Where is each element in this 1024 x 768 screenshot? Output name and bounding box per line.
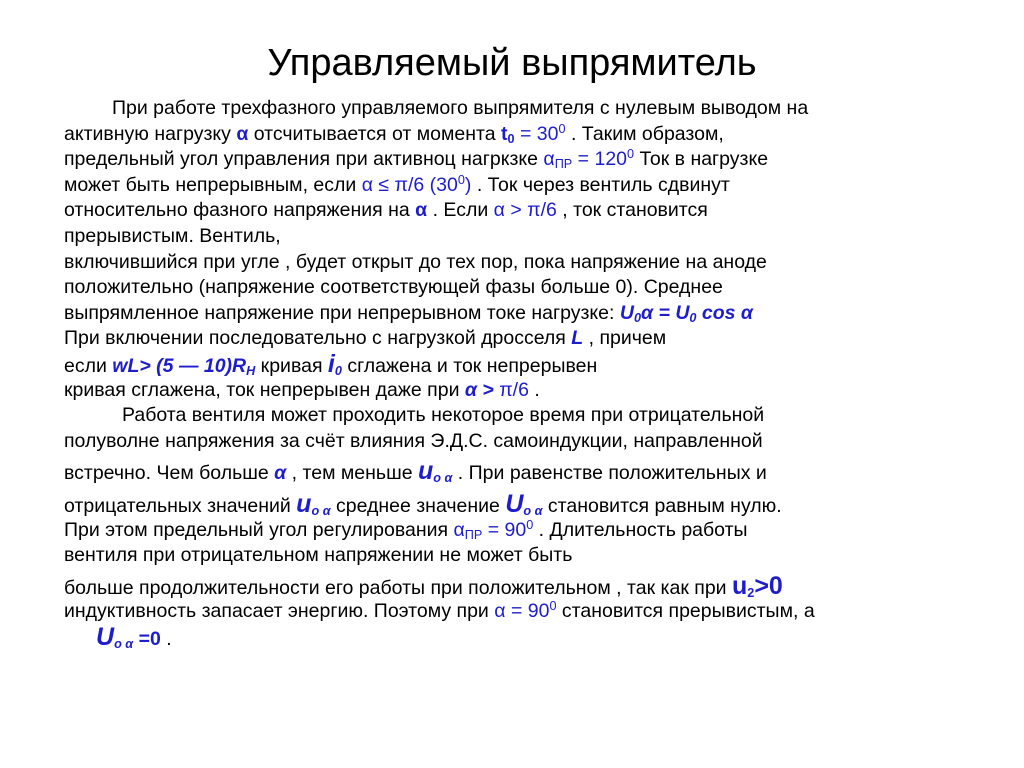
text-segment: α ≤ π/6 (30	[361, 173, 458, 196]
text-segment: прерывистым. Вентиль,	[64, 224, 281, 247]
text-line	[64, 147, 964, 173]
text-segment: становится равным нулю.	[542, 494, 782, 517]
text-segment: α = U	[641, 301, 690, 324]
text-segment: . При равенстве положительных и	[452, 462, 767, 485]
text-segment: , ток становится	[556, 199, 708, 222]
text-segment: выпрямленное напряжение при непрерывном токе нагрузке:	[64, 301, 620, 324]
text-segment: При включении последовательно с нагрузкой дросселя	[64, 327, 572, 350]
text-segment: u	[296, 489, 312, 518]
text-line	[64, 224, 964, 250]
text-segment: wL> (5 — 10)R	[112, 354, 247, 377]
text-segment: кривая сглажена, ток непрерывен даже при	[64, 378, 465, 401]
text-segment: .	[160, 627, 172, 650]
text-segment: α	[236, 122, 249, 145]
text-segment: o α	[433, 471, 453, 486]
text-segment: сглажена и ток непрерывен	[341, 354, 598, 377]
text-segment: L	[571, 327, 584, 350]
text-line	[64, 459, 964, 485]
text-segment: α	[415, 199, 428, 222]
text-segment: полуволне напряжения за счёт влияния Э.Д.С. самоиндукции, направленной	[64, 429, 763, 452]
text-segment: α = 90	[494, 600, 550, 623]
text-segment: ПР	[464, 527, 483, 542]
text-segment: .	[528, 378, 540, 401]
text-line	[64, 250, 964, 276]
text-line	[64, 301, 964, 327]
text-segment: =0	[133, 627, 161, 650]
text-segment: i	[327, 349, 335, 378]
text-segment: = 90	[482, 518, 527, 541]
text-segment: cos α	[696, 301, 753, 324]
text-segment: 0	[549, 599, 557, 614]
text-segment: отсчитывается от момента	[248, 122, 502, 145]
text-segment: α	[453, 518, 465, 541]
text-segment: 0	[334, 364, 342, 379]
text-segment: 0	[457, 172, 465, 187]
text-segment: 0	[689, 310, 697, 325]
text-segment: активную нагрузку	[64, 122, 237, 145]
text-line	[64, 403, 964, 429]
text-line	[64, 543, 964, 569]
text-segment: 0	[627, 147, 635, 162]
text-line	[64, 489, 964, 519]
text-segment: положительно (напряжение соответствующей фазы больше 0). Среднее	[64, 276, 723, 299]
text-segment: 0	[507, 131, 515, 146]
text-segment: π/6	[493, 378, 529, 401]
text-segment: 0	[526, 517, 534, 532]
text-segment: α > π/6	[493, 199, 557, 222]
text-line	[64, 622, 964, 652]
text-segment: , причем	[583, 327, 667, 350]
text-segment: если	[64, 354, 113, 377]
text-segment: α	[543, 148, 555, 171]
text-line	[64, 518, 964, 544]
text-segment: становится прерывистым, а	[556, 600, 815, 623]
text-segment: больше продолжительности его работы при положительном , так как при	[64, 576, 732, 599]
text-line	[64, 429, 964, 455]
text-segment: α	[274, 462, 287, 485]
text-segment: U	[96, 622, 115, 651]
text-segment: U	[505, 489, 524, 518]
text-line	[64, 173, 964, 199]
text-segment: может быть непрерывным, если	[64, 173, 362, 196]
text-line	[64, 378, 964, 404]
text-line	[64, 349, 964, 379]
text-segment: 2	[747, 585, 755, 600]
text-segment: H	[246, 364, 256, 379]
text-segment: предельный угол управления при активноц нагркзке	[64, 148, 544, 171]
text-line	[64, 599, 964, 625]
text-segment: относительно фазного напряжения на	[64, 199, 416, 222]
text-segment: При работе трехфазного управляемого выпрямителя с нулевым выводом на	[112, 97, 809, 119]
text-segment: При этом предельный угол регулирования	[64, 518, 454, 541]
text-line	[64, 571, 964, 600]
text-segment: Работа вентиля может проходить некоторое время при отрицательной	[122, 404, 765, 427]
text-segment: вентиля при отрицательном напряжении не может быть	[64, 544, 573, 567]
text-segment: ПР	[554, 157, 573, 172]
text-segment: t	[501, 122, 508, 145]
text-line	[64, 198, 964, 224]
text-segment: отрицательных значений	[64, 494, 297, 517]
text-segment: >0	[754, 571, 783, 600]
text-segment: . Длительность работы	[533, 518, 748, 541]
text-segment: = 30	[514, 122, 559, 145]
text-segment: u	[418, 457, 434, 486]
text-segment: )	[464, 173, 472, 196]
text-segment: включившийся при угле , будет открыт до тех пор, пока напряжение на аноде	[64, 250, 767, 273]
text-segment: кривая	[255, 354, 328, 377]
slide-body	[64, 96, 964, 650]
text-line	[64, 122, 964, 148]
text-segment: встречно. Чем больше	[64, 462, 275, 485]
slide-title: Управляемый выпрямитель	[267, 42, 757, 84]
text-segment: Ток в нагрузке	[634, 148, 769, 171]
text-line	[64, 326, 964, 352]
text-segment: = 120	[572, 148, 628, 171]
text-segment: α >	[464, 378, 494, 401]
text-segment: o α	[523, 504, 543, 519]
text-segment: o α	[311, 504, 331, 519]
text-segment: 0	[558, 121, 566, 136]
text-segment: u	[732, 571, 748, 600]
text-segment: U	[619, 301, 634, 324]
text-segment: . Ток через вентиль сдвинут	[471, 173, 730, 196]
text-segment: среднее значение	[330, 494, 506, 517]
text-line	[64, 275, 964, 301]
text-segment: . Если	[427, 199, 494, 222]
text-segment: , тем меньше	[286, 462, 418, 485]
text-segment: o α	[114, 637, 134, 652]
text-segment: 0	[633, 310, 641, 325]
text-segment: . Таким образом,	[565, 122, 724, 145]
text-segment: индуктивность запасает энергию. Поэтому при	[64, 600, 495, 623]
text-line	[64, 96, 964, 122]
